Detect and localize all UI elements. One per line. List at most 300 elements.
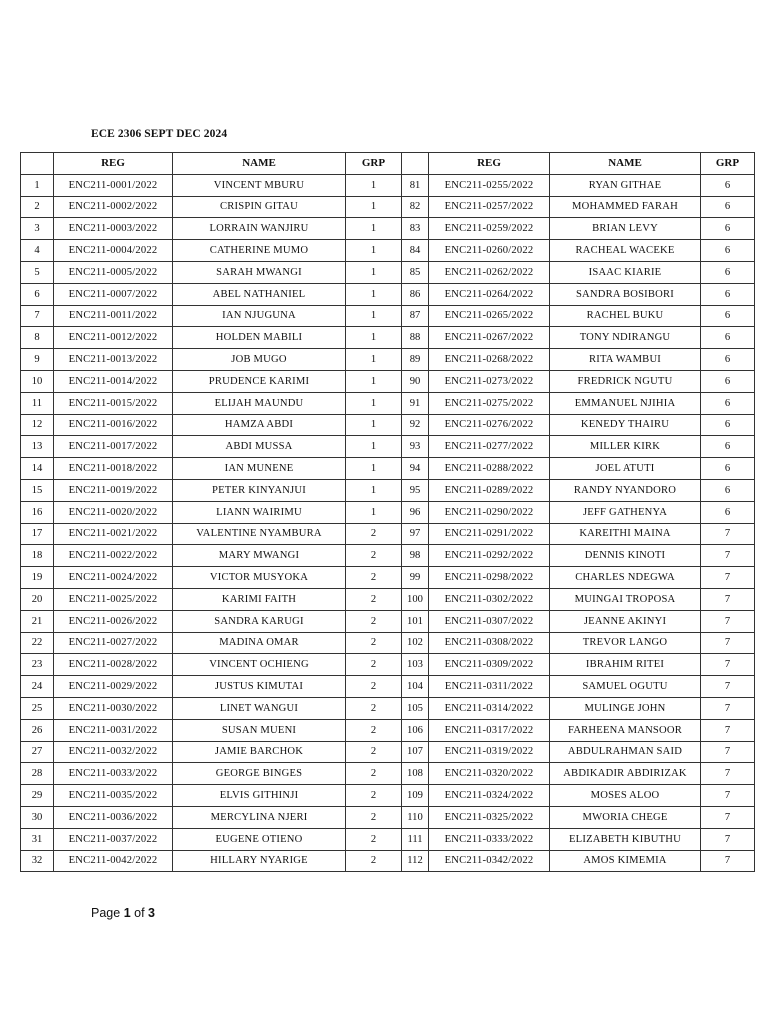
cell-name-left: VALENTINE NYAMBURA [173, 523, 346, 545]
cell-no-left: 14 [21, 458, 54, 480]
cell-reg-right: ENC211-0277/2022 [429, 436, 550, 458]
cell-grp-left: 1 [346, 414, 402, 436]
cell-grp-left: 2 [346, 567, 402, 589]
cell-no-left: 5 [21, 261, 54, 283]
cell-name-right: ISAAC KIARIE [550, 261, 701, 283]
table-row [21, 741, 755, 763]
cell-reg-left: ENC211-0022/2022 [54, 545, 173, 567]
cell-name-right: RACHEAL WACEKE [550, 240, 701, 262]
cell-name-left: PRUDENCE KARIMI [173, 370, 346, 392]
cell-no-left: 27 [21, 741, 54, 763]
cell-name-left: EUGENE OTIENO [173, 828, 346, 850]
cell-no-right: 110 [402, 806, 429, 828]
table-row [21, 523, 755, 545]
cell-name-right: MULINGE JOHN [550, 697, 701, 719]
table-row [21, 545, 755, 567]
cell-name-left: MADINA OMAR [173, 632, 346, 654]
cell-grp-left: 1 [346, 392, 402, 414]
cell-grp-left: 2 [346, 763, 402, 785]
table-row [21, 305, 755, 327]
table-row [21, 261, 755, 283]
cell-no-left: 25 [21, 697, 54, 719]
cell-name-left: HILLARY NYARIGE [173, 850, 346, 872]
cell-grp-right: 6 [701, 283, 755, 305]
cell-reg-right: ENC211-0262/2022 [429, 261, 550, 283]
table-row [21, 458, 755, 480]
cell-grp-right: 7 [701, 654, 755, 676]
cell-reg-right: ENC211-0325/2022 [429, 806, 550, 828]
cell-name-right: FREDRICK NGUTU [550, 370, 701, 392]
cell-reg-left: ENC211-0019/2022 [54, 479, 173, 501]
cell-grp-right: 7 [701, 632, 755, 654]
cell-name-left: ELIJAH MAUNDU [173, 392, 346, 414]
cell-name-right: TREVOR LANGO [550, 632, 701, 654]
cell-reg-left: ENC211-0025/2022 [54, 588, 173, 610]
cell-reg-right: ENC211-0273/2022 [429, 370, 550, 392]
cell-name-right: FARHEENA MANSOOR [550, 719, 701, 741]
cell-grp-right: 7 [701, 828, 755, 850]
cell-name-right: SAMUEL OGUTU [550, 676, 701, 698]
cell-reg-left: ENC211-0018/2022 [54, 458, 173, 480]
cell-name-left: HOLDEN MABILI [173, 327, 346, 349]
table-row [21, 436, 755, 458]
table-row [21, 370, 755, 392]
cell-reg-left: ENC211-0005/2022 [54, 261, 173, 283]
cell-no-right: 91 [402, 392, 429, 414]
cell-reg-left: ENC211-0014/2022 [54, 370, 173, 392]
cell-no-right: 99 [402, 567, 429, 589]
cell-no-left: 2 [21, 196, 54, 218]
cell-no-left: 12 [21, 414, 54, 436]
cell-reg-right: ENC211-0309/2022 [429, 654, 550, 676]
cell-grp-right: 6 [701, 436, 755, 458]
cell-grp-left: 2 [346, 850, 402, 872]
cell-reg-left: ENC211-0021/2022 [54, 523, 173, 545]
cell-grp-right: 6 [701, 349, 755, 371]
cell-name-left: SANDRA KARUGI [173, 610, 346, 632]
cell-no-right: 107 [402, 741, 429, 763]
table-row [21, 479, 755, 501]
cell-name-right: MOHAMMED FARAH [550, 196, 701, 218]
cell-name-right: MUINGAI TROPOSA [550, 588, 701, 610]
cell-name-left: LINET WANGUI [173, 697, 346, 719]
cell-grp-left: 1 [346, 436, 402, 458]
cell-reg-right: ENC211-0311/2022 [429, 676, 550, 698]
header-reg-left: REG [54, 153, 173, 175]
table-row [21, 196, 755, 218]
cell-grp-left: 1 [346, 218, 402, 240]
cell-grp-left: 2 [346, 697, 402, 719]
cell-no-right: 93 [402, 436, 429, 458]
cell-reg-left: ENC211-0024/2022 [54, 567, 173, 589]
table-row [21, 414, 755, 436]
cell-name-left: IAN NJUGUNA [173, 305, 346, 327]
cell-grp-right: 7 [701, 610, 755, 632]
cell-no-left: 29 [21, 785, 54, 807]
cell-grp-left: 1 [346, 174, 402, 196]
cell-grp-left: 2 [346, 806, 402, 828]
cell-name-right: MOSES ALOO [550, 785, 701, 807]
cell-reg-right: ENC211-0342/2022 [429, 850, 550, 872]
cell-no-right: 108 [402, 763, 429, 785]
page-title: ECE 2306 SEPT DEC 2024 [91, 128, 228, 140]
cell-reg-left: ENC211-0037/2022 [54, 828, 173, 850]
cell-grp-left: 1 [346, 196, 402, 218]
cell-grp-right: 7 [701, 567, 755, 589]
cell-grp-right: 7 [701, 785, 755, 807]
table-row [21, 283, 755, 305]
cell-grp-right: 6 [701, 261, 755, 283]
cell-reg-left: ENC211-0001/2022 [54, 174, 173, 196]
cell-no-right: 88 [402, 327, 429, 349]
cell-no-left: 10 [21, 370, 54, 392]
cell-no-left: 22 [21, 632, 54, 654]
cell-reg-left: ENC211-0035/2022 [54, 785, 173, 807]
cell-grp-left: 2 [346, 785, 402, 807]
cell-name-right: SANDRA BOSIBORI [550, 283, 701, 305]
cell-grp-left: 1 [346, 349, 402, 371]
cell-reg-left: ENC211-0011/2022 [54, 305, 173, 327]
cell-reg-left: ENC211-0013/2022 [54, 349, 173, 371]
table-row [21, 719, 755, 741]
cell-name-left: VINCENT MBURU [173, 174, 346, 196]
cell-grp-right: 7 [701, 763, 755, 785]
table-row [21, 654, 755, 676]
cell-no-left: 16 [21, 501, 54, 523]
cell-reg-left: ENC211-0031/2022 [54, 719, 173, 741]
cell-name-right: EMMANUEL NJIHIA [550, 392, 701, 414]
cell-grp-right: 6 [701, 501, 755, 523]
cell-no-left: 31 [21, 828, 54, 850]
cell-reg-right: ENC211-0255/2022 [429, 174, 550, 196]
table-row [21, 806, 755, 828]
cell-name-right: CHARLES NDEGWA [550, 567, 701, 589]
cell-no-left: 32 [21, 850, 54, 872]
cell-name-left: CATHERINE MUMO [173, 240, 346, 262]
cell-grp-right: 7 [701, 697, 755, 719]
table-row [21, 218, 755, 240]
cell-no-right: 106 [402, 719, 429, 741]
cell-grp-right: 7 [701, 741, 755, 763]
cell-name-left: JOB MUGO [173, 349, 346, 371]
cell-no-right: 101 [402, 610, 429, 632]
table-row [21, 349, 755, 371]
cell-name-right: KAREITHI MAINA [550, 523, 701, 545]
cell-name-left: HAMZA ABDI [173, 414, 346, 436]
header-name-right: NAME [550, 153, 701, 175]
cell-reg-right: ENC211-0292/2022 [429, 545, 550, 567]
cell-reg-left: ENC211-0012/2022 [54, 327, 173, 349]
cell-name-left: JUSTUS KIMUTAI [173, 676, 346, 698]
cell-no-right: 87 [402, 305, 429, 327]
table-row [21, 785, 755, 807]
table-row [21, 588, 755, 610]
cell-no-left: 20 [21, 588, 54, 610]
table-row [21, 392, 755, 414]
cell-reg-right: ENC211-0314/2022 [429, 697, 550, 719]
cell-name-right: JOEL ATUTI [550, 458, 701, 480]
header-no-left [21, 153, 54, 175]
page-label: Page [91, 906, 121, 920]
cell-no-left: 6 [21, 283, 54, 305]
cell-grp-right: 6 [701, 370, 755, 392]
cell-no-right: 96 [402, 501, 429, 523]
cell-grp-left: 2 [346, 741, 402, 763]
cell-grp-left: 2 [346, 610, 402, 632]
table-row [21, 327, 755, 349]
current-page: 1 [123, 906, 131, 920]
cell-no-left: 18 [21, 545, 54, 567]
cell-reg-right: ENC211-0268/2022 [429, 349, 550, 371]
total-pages: 3 [148, 906, 155, 920]
cell-reg-right: ENC211-0319/2022 [429, 741, 550, 763]
cell-reg-left: ENC211-0003/2022 [54, 218, 173, 240]
cell-no-left: 21 [21, 610, 54, 632]
cell-no-right: 111 [402, 828, 429, 850]
cell-reg-left: ENC211-0020/2022 [54, 501, 173, 523]
cell-reg-left: ENC211-0028/2022 [54, 654, 173, 676]
cell-name-right: DENNIS KINOTI [550, 545, 701, 567]
cell-grp-right: 7 [701, 719, 755, 741]
cell-grp-right: 6 [701, 196, 755, 218]
cell-name-right: TONY NDIRANGU [550, 327, 701, 349]
cell-name-right: JEFF GATHENYA [550, 501, 701, 523]
cell-grp-left: 1 [346, 458, 402, 480]
cell-grp-right: 6 [701, 240, 755, 262]
table-row [21, 763, 755, 785]
table-row [21, 610, 755, 632]
cell-grp-right: 6 [701, 458, 755, 480]
cell-no-left: 7 [21, 305, 54, 327]
cell-name-right: MILLER KIRK [550, 436, 701, 458]
header-grp-right: GRP [701, 153, 755, 175]
cell-no-right: 94 [402, 458, 429, 480]
cell-no-right: 100 [402, 588, 429, 610]
cell-reg-right: ENC211-0259/2022 [429, 218, 550, 240]
cell-grp-left: 1 [346, 370, 402, 392]
cell-name-left: MERCYLINA NJERI [173, 806, 346, 828]
table-row [21, 828, 755, 850]
cell-name-left: IAN MUNENE [173, 458, 346, 480]
cell-reg-right: ENC211-0276/2022 [429, 414, 550, 436]
cell-reg-left: ENC211-0004/2022 [54, 240, 173, 262]
cell-reg-right: ENC211-0288/2022 [429, 458, 550, 480]
cell-no-left: 17 [21, 523, 54, 545]
cell-name-left: ABEL NATHANIEL [173, 283, 346, 305]
cell-grp-right: 6 [701, 174, 755, 196]
cell-reg-left: ENC211-0042/2022 [54, 850, 173, 872]
table-row [21, 697, 755, 719]
cell-no-right: 105 [402, 697, 429, 719]
cell-name-left: VICTOR MUSYOKA [173, 567, 346, 589]
cell-reg-right: ENC211-0333/2022 [429, 828, 550, 850]
cell-reg-right: ENC211-0320/2022 [429, 763, 550, 785]
cell-reg-left: ENC211-0017/2022 [54, 436, 173, 458]
table-body [21, 174, 755, 872]
cell-no-left: 30 [21, 806, 54, 828]
cell-name-right: IBRAHIM RITEI [550, 654, 701, 676]
cell-name-right: KENEDY THAIRU [550, 414, 701, 436]
cell-no-left: 3 [21, 218, 54, 240]
cell-reg-left: ENC211-0002/2022 [54, 196, 173, 218]
cell-name-right: ELIZABETH KIBUTHU [550, 828, 701, 850]
cell-name-left: LIANN WAIRIMU [173, 501, 346, 523]
cell-reg-left: ENC211-0007/2022 [54, 283, 173, 305]
header-name-left: NAME [173, 153, 346, 175]
cell-name-right: RYAN GITHAE [550, 174, 701, 196]
cell-grp-left: 2 [346, 676, 402, 698]
cell-no-left: 19 [21, 567, 54, 589]
cell-reg-right: ENC211-0267/2022 [429, 327, 550, 349]
cell-reg-right: ENC211-0291/2022 [429, 523, 550, 545]
cell-name-right: ABDULRAHMAN SAID [550, 741, 701, 763]
table-row [21, 632, 755, 654]
cell-name-left: CRISPIN GITAU [173, 196, 346, 218]
cell-name-right: BRIAN LEVY [550, 218, 701, 240]
cell-reg-right: ENC211-0308/2022 [429, 632, 550, 654]
cell-name-right: MWORIA CHEGE [550, 806, 701, 828]
cell-name-left: VINCENT OCHIENG [173, 654, 346, 676]
cell-name-left: MARY MWANGI [173, 545, 346, 567]
cell-name-right: RANDY NYANDORO [550, 479, 701, 501]
cell-no-right: 82 [402, 196, 429, 218]
cell-no-right: 103 [402, 654, 429, 676]
cell-name-right: AMOS KIMEMIA [550, 850, 701, 872]
cell-no-right: 102 [402, 632, 429, 654]
cell-reg-left: ENC211-0030/2022 [54, 697, 173, 719]
header-reg-right: REG [429, 153, 550, 175]
cell-grp-right: 7 [701, 806, 755, 828]
cell-no-right: 83 [402, 218, 429, 240]
table-row [21, 240, 755, 262]
cell-grp-left: 1 [346, 283, 402, 305]
cell-no-left: 15 [21, 479, 54, 501]
cell-grp-left: 2 [346, 719, 402, 741]
cell-grp-left: 2 [346, 632, 402, 654]
cell-no-left: 8 [21, 327, 54, 349]
cell-reg-right: ENC211-0307/2022 [429, 610, 550, 632]
cell-grp-left: 1 [346, 261, 402, 283]
cell-name-left: LORRAIN WANJIRU [173, 218, 346, 240]
cell-grp-left: 2 [346, 828, 402, 850]
table-header-row [21, 153, 755, 175]
cell-no-right: 97 [402, 523, 429, 545]
cell-no-right: 109 [402, 785, 429, 807]
table-row [21, 174, 755, 196]
cell-no-right: 86 [402, 283, 429, 305]
cell-grp-right: 6 [701, 479, 755, 501]
cell-grp-left: 1 [346, 501, 402, 523]
cell-reg-right: ENC211-0265/2022 [429, 305, 550, 327]
cell-reg-left: ENC211-0032/2022 [54, 741, 173, 763]
cell-reg-right: ENC211-0257/2022 [429, 196, 550, 218]
cell-no-right: 104 [402, 676, 429, 698]
cell-no-left: 9 [21, 349, 54, 371]
cell-no-right: 85 [402, 261, 429, 283]
cell-grp-right: 7 [701, 588, 755, 610]
cell-grp-right: 7 [701, 523, 755, 545]
cell-grp-left: 1 [346, 240, 402, 262]
cell-reg-right: ENC211-0289/2022 [429, 479, 550, 501]
cell-grp-left: 2 [346, 588, 402, 610]
cell-no-left: 24 [21, 676, 54, 698]
cell-grp-right: 7 [701, 850, 755, 872]
cell-name-right: ABDIKADIR ABDIRIZAK [550, 763, 701, 785]
header-no-right [402, 153, 429, 175]
cell-reg-left: ENC211-0029/2022 [54, 676, 173, 698]
cell-no-right: 98 [402, 545, 429, 567]
cell-reg-left: ENC211-0027/2022 [54, 632, 173, 654]
cell-grp-right: 6 [701, 305, 755, 327]
cell-no-left: 23 [21, 654, 54, 676]
cell-grp-right: 6 [701, 218, 755, 240]
page-number [91, 906, 155, 920]
cell-name-right: RACHEL BUKU [550, 305, 701, 327]
cell-no-right: 112 [402, 850, 429, 872]
cell-name-left: KARIMI FAITH [173, 588, 346, 610]
cell-reg-right: ENC211-0260/2022 [429, 240, 550, 262]
student-roster-table [20, 152, 755, 872]
cell-no-left: 4 [21, 240, 54, 262]
cell-no-right: 81 [402, 174, 429, 196]
cell-no-right: 89 [402, 349, 429, 371]
page-of-label: of [134, 906, 145, 920]
cell-grp-left: 1 [346, 327, 402, 349]
cell-grp-left: 2 [346, 654, 402, 676]
cell-name-left: ABDI MUSSA [173, 436, 346, 458]
cell-no-left: 1 [21, 174, 54, 196]
cell-no-left: 11 [21, 392, 54, 414]
cell-grp-left: 1 [346, 305, 402, 327]
cell-reg-left: ENC211-0016/2022 [54, 414, 173, 436]
cell-name-left: SUSAN MUENI [173, 719, 346, 741]
cell-grp-right: 7 [701, 676, 755, 698]
cell-no-left: 13 [21, 436, 54, 458]
cell-name-right: JEANNE AKINYI [550, 610, 701, 632]
cell-reg-left: ENC211-0033/2022 [54, 763, 173, 785]
table-row [21, 567, 755, 589]
cell-grp-left: 2 [346, 523, 402, 545]
table-row [21, 676, 755, 698]
cell-no-left: 28 [21, 763, 54, 785]
cell-name-left: ELVIS GITHINJI [173, 785, 346, 807]
cell-name-left: PETER KINYANJUI [173, 479, 346, 501]
cell-no-left: 26 [21, 719, 54, 741]
cell-no-right: 95 [402, 479, 429, 501]
table-row [21, 850, 755, 872]
cell-reg-left: ENC211-0036/2022 [54, 806, 173, 828]
cell-reg-right: ENC211-0290/2022 [429, 501, 550, 523]
cell-name-left: GEORGE BINGES [173, 763, 346, 785]
cell-name-right: RITA WAMBUI [550, 349, 701, 371]
cell-grp-right: 7 [701, 545, 755, 567]
cell-name-left: SARAH MWANGI [173, 261, 346, 283]
cell-name-left: JAMIE BARCHOK [173, 741, 346, 763]
cell-grp-left: 1 [346, 479, 402, 501]
cell-grp-right: 6 [701, 327, 755, 349]
cell-reg-left: ENC211-0015/2022 [54, 392, 173, 414]
cell-no-right: 92 [402, 414, 429, 436]
cell-no-right: 84 [402, 240, 429, 262]
cell-reg-right: ENC211-0275/2022 [429, 392, 550, 414]
cell-reg-left: ENC211-0026/2022 [54, 610, 173, 632]
cell-grp-right: 6 [701, 392, 755, 414]
cell-reg-right: ENC211-0298/2022 [429, 567, 550, 589]
header-grp-left: GRP [346, 153, 402, 175]
cell-grp-right: 6 [701, 414, 755, 436]
cell-reg-right: ENC211-0264/2022 [429, 283, 550, 305]
cell-no-right: 90 [402, 370, 429, 392]
